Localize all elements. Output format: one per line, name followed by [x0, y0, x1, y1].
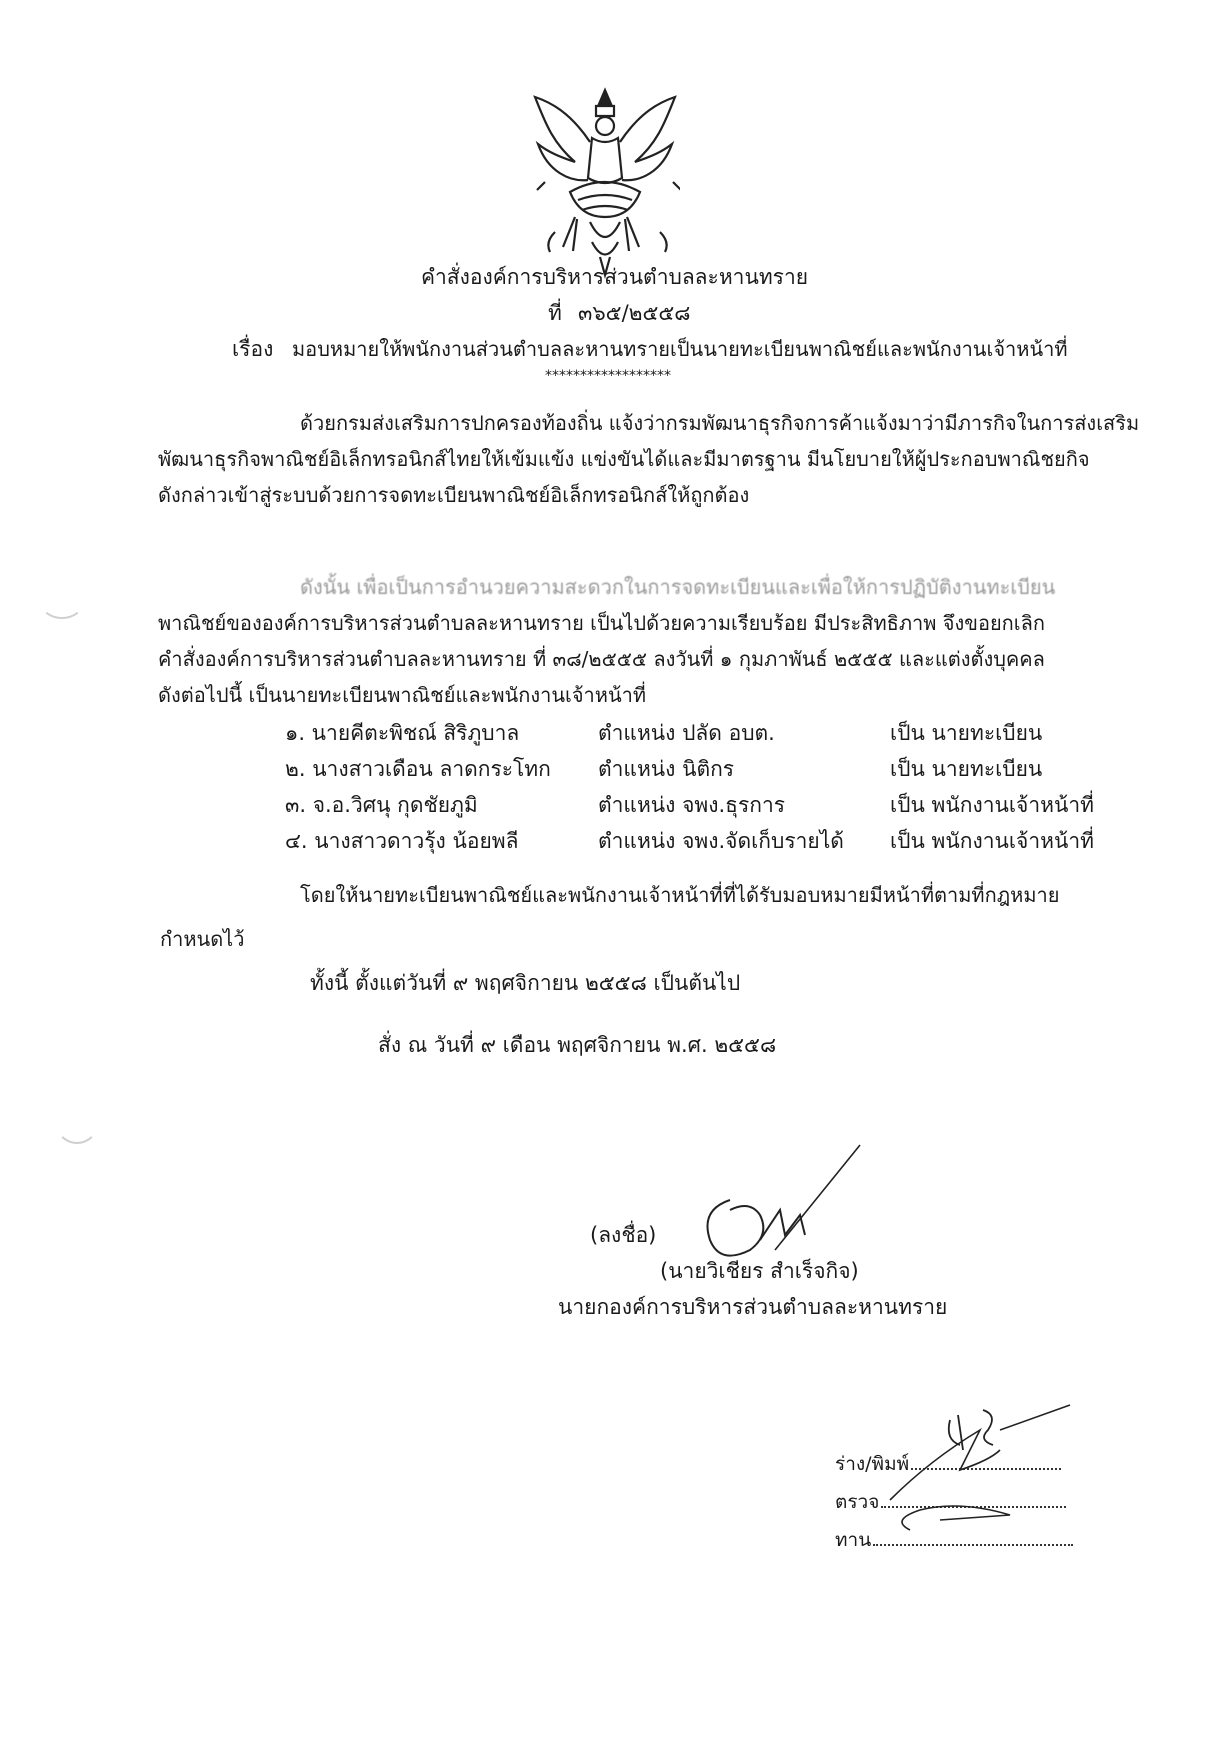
appointee-role: เป็น พนักงานเจ้าหน้าที่	[890, 793, 1094, 817]
appointee-role: เป็น นายทะเบียน	[890, 757, 1043, 781]
subject-label: เรื่อง	[232, 337, 274, 361]
signature-mark	[690, 1140, 870, 1270]
signed-label: (ลงชื่อ)	[590, 1223, 657, 1247]
document-title: คำสั่งองค์การบริหารส่วนตำบลละหานทราย	[420, 265, 809, 289]
draft-label: ร่าง/พิมพ์	[835, 1453, 910, 1475]
order-number: ๓๖๕/๒๕๕๘	[578, 301, 691, 325]
check-label: ตรวจ	[835, 1491, 880, 1513]
subject-text: มอบหมายให้พนักงานส่วนตำบลละหานทรายเป็นนายทะเบียนพาณิชย์และพนักงานเจ้าหน้าที่	[292, 337, 1068, 361]
appointee-position: ตำแหน่ง นิติกร	[598, 757, 735, 781]
effective-date: ทั้งนี้ ตั้งแต่วันที่ ๙ พฤศจิกายน ๒๕๕๘ เป็นต้นไป	[310, 971, 741, 995]
punch-hole-mark	[40, 585, 84, 619]
para2-line1: ดังนั้น เพื่อเป็นการอำนวยความสะดวกในการจดทะเบียนและเพื่อให้การปฏิบัติงานทะเบียน	[300, 575, 1056, 599]
order-date: สั่ง ณ วันที่ ๙ เดือน พฤศจิกายน พ.ศ. ๒๕๕๘	[378, 1033, 777, 1057]
para1-line3: ดังกล่าวเข้าสู่ระบบด้วยการจดทะเบียนพาณิชย์อิเล็กทรอนิกส์ให้ถูกต้อง	[158, 483, 750, 507]
order-number-label: ที่	[548, 301, 562, 325]
appointee-position: ตำแหน่ง จพง.ธุรการ	[598, 793, 786, 817]
para2-line2: พาณิชย์ขององค์การบริหารส่วนตำบลละหานทราย เป็นไปด้วยความเรียบร้อย มีประสิทธิภาพ จึงขอยกเลิก	[158, 611, 1045, 635]
para3-line1: โดยให้นายทะเบียนพาณิชย์และพนักงานเจ้าหน้าที่ที่ได้รับมอบหมายมีหน้าที่ตามที่กฎหมาย	[300, 883, 1060, 907]
review-label: ทาน	[835, 1529, 872, 1551]
appointee-name: ๑. นายคีตะพิชณ์ สิริภูบาล	[285, 721, 520, 745]
appointee-position: ตำแหน่ง จพง.จัดเก็บรายได้	[598, 829, 844, 853]
initials-mark	[880, 1390, 1080, 1540]
signer-title: นายกองค์การบริหารส่วนตำบลละหานทราย	[558, 1295, 948, 1319]
signer-name: (นายวิเชียร สำเร็จกิจ)	[660, 1259, 859, 1283]
para1-line1: ด้วยกรมส่งเสริมการปกครองท้องถิ่น แจ้งว่ากรมพัฒนาธุรกิจการค้าแจ้งมาว่ามีภารกิจในการส่งเสริม	[300, 411, 1140, 435]
garuda-emblem-icon	[530, 82, 680, 282]
para1-line2: พัฒนาธุรกิจพาณิชย์อิเล็กทรอนิกส์ไทยให้เข้มแข้ง แข่งขันได้และมีมาตรฐาน มีนโยบายให้ผู้ประกอบพาณิชยกิจ	[158, 447, 1090, 471]
separator-stars: ******************	[545, 368, 671, 384]
para3-line2: กำหนดไว้	[160, 927, 245, 951]
appointee-role: เป็น พนักงานเจ้าหน้าที่	[890, 829, 1094, 853]
appointee-name: ๔. นางสาวดาวรุ้ง น้อยพลี	[285, 829, 519, 853]
appointee-name: ๓. จ.อ.วิศนุ กุดชัยภูมิ	[285, 793, 478, 817]
para2-line3: คำสั่งองค์การบริหารส่วนตำบลละหานทราย ที่ ๓๘/๒๕๕๕ ลงวันที่ ๑ กุมภาพันธ์ ๒๕๕๕ และแต่งตั้งบุคคล	[158, 647, 1045, 671]
punch-hole-mark	[55, 1100, 99, 1144]
appointee-role: เป็น นายทะเบียน	[890, 721, 1043, 745]
appointee-position: ตำแหน่ง ปลัด อบต.	[598, 721, 775, 745]
appointee-name: ๒. นางสาวเดือน ลาดกระโทก	[285, 757, 551, 781]
para2-line4: ดังต่อไปนี้ เป็นนายทะเบียนพาณิชย์และพนักงานเจ้าหน้าที่	[158, 683, 647, 707]
